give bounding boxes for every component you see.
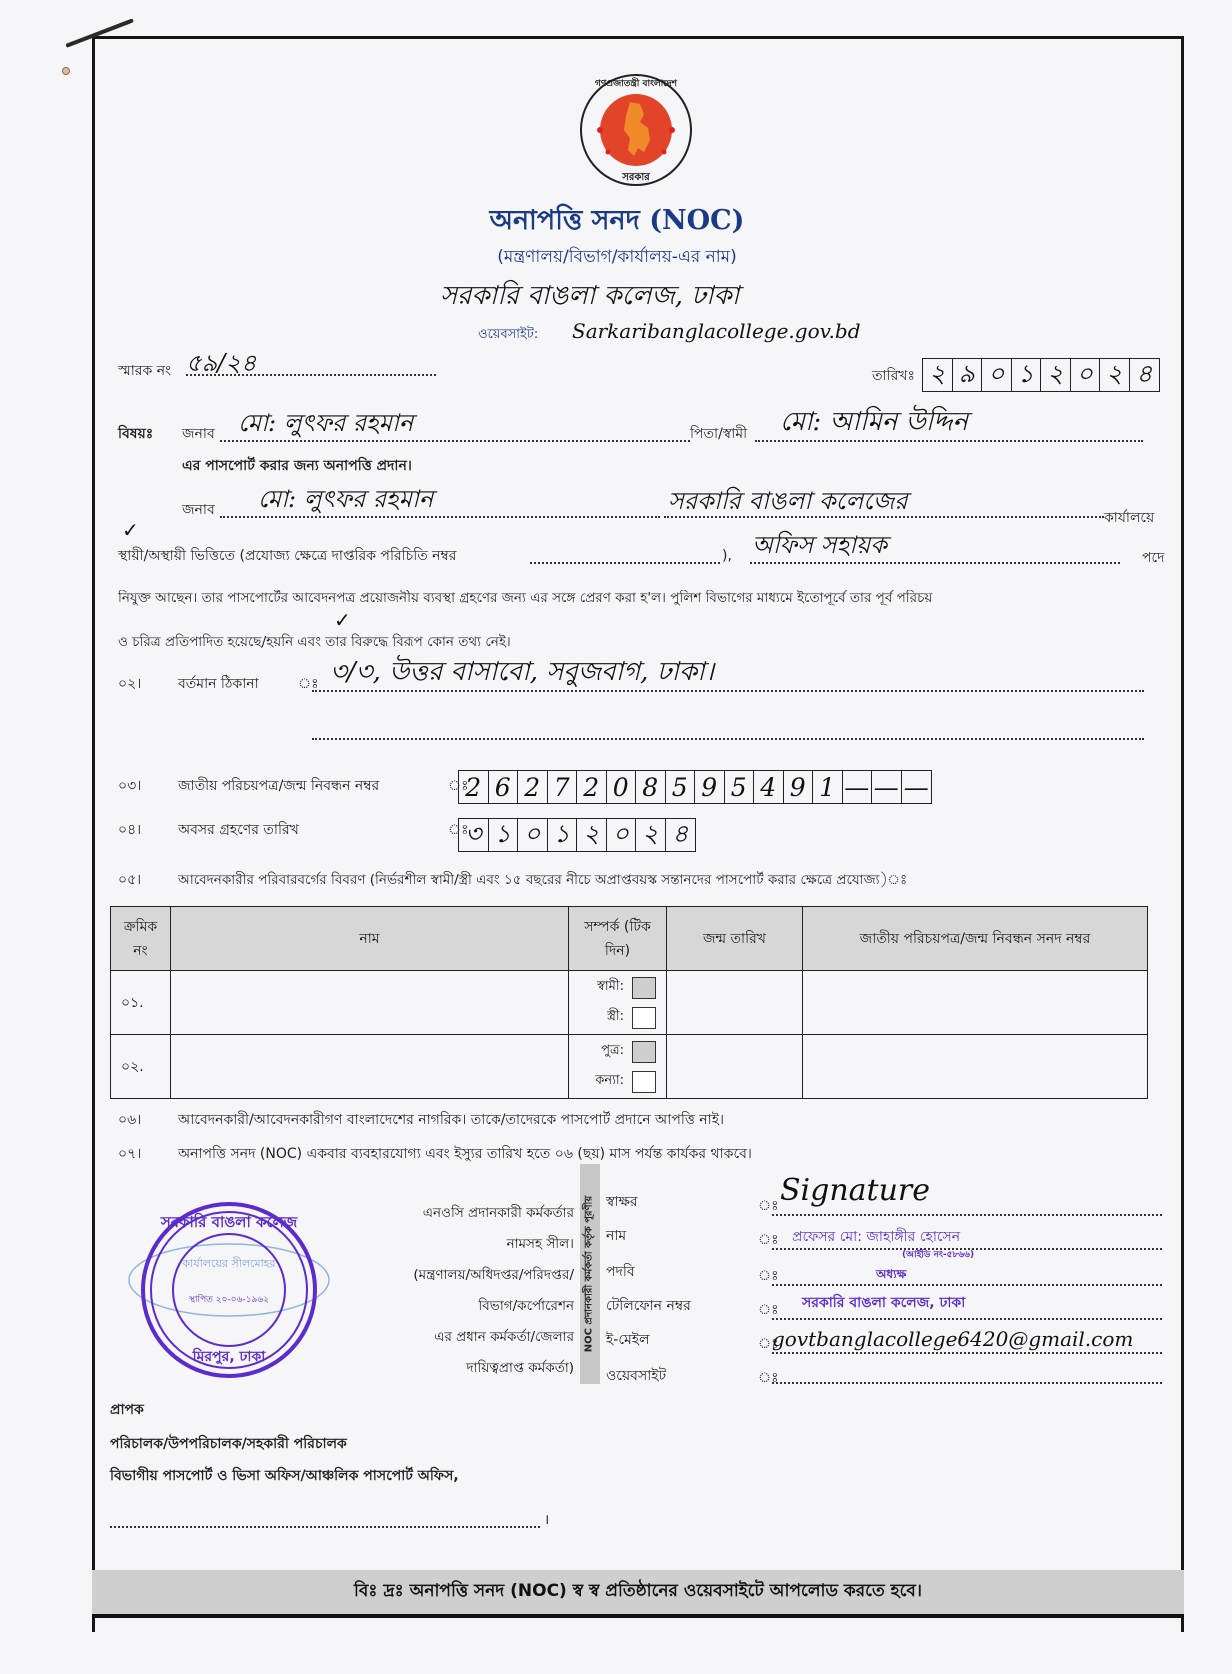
item-03-num: ০৩। — [118, 778, 142, 794]
designation-suffix: পদে — [1142, 550, 1165, 566]
website-value: Sarkaribanglacollege.gov.bd — [572, 319, 861, 343]
col-nid: জাতীয় পরিচয়পত্র/জন্ম নিবন্ধন সনদ নম্বর — [803, 907, 1148, 971]
date-digit-box: ২ — [923, 359, 953, 391]
item-04-colon: ঃ — [448, 822, 469, 838]
item-03-colon: ঃ — [448, 778, 469, 794]
basis-text: স্থায়ী/অস্থায়ী ভিত্তিতে (প্রযোজ্য ক্ষেত্রে দাপ্তরিক পরিচিতি নম্বর — [118, 548, 457, 564]
row-nid[interactable] — [803, 1035, 1148, 1099]
relation-checkbox[interactable] — [632, 1041, 656, 1063]
field-label-signature: স্বাক্ষর — [606, 1194, 638, 1210]
seal-ring-text: সরকারি বাঙলা কলেজ — [160, 1213, 298, 1231]
recipient-label: প্রাপক — [110, 1402, 144, 1418]
row-serial: ০১. — [111, 971, 171, 1035]
retirement-digit-box: ৩ — [459, 819, 489, 851]
emblem-top-text: গণপ্রজাতন্ত্রী বাংলাদেশ — [595, 79, 677, 89]
check-mark-1: ✓ — [122, 518, 139, 542]
government-emblem — [578, 72, 694, 188]
emblem-bottom-text: সরকার — [622, 172, 650, 183]
address-value: ৩/৩, উত্তর বাসাবো, সবুজবাগ, ঢাকা। — [330, 657, 714, 687]
nid-digit-box: — — [872, 771, 902, 803]
body-name: মো: লুৎফর রহমান — [258, 485, 434, 513]
retirement-digit-box: ৪ — [672, 818, 689, 848]
relation-label: স্বামী: — [597, 979, 624, 994]
office-name: সরকারি বাঙলা কলেজ, ঢাকা — [440, 281, 740, 311]
officer-left-line: বিভাগ/কর্পোরেশন — [478, 1298, 574, 1314]
col-name: নাম — [171, 907, 569, 971]
retirement-digit-box: ১ — [489, 819, 519, 851]
college-seal — [124, 1200, 334, 1380]
retirement-digit-box: ০ — [607, 819, 637, 851]
item-04-label: অবসর গ্রহণের তারিখ — [178, 822, 299, 838]
date-digit-box: ২ — [1041, 359, 1071, 391]
subject-line2: এর পাসপোর্ট করার জন্য অনাপত্তি প্রদান। — [182, 458, 412, 474]
date-label: তারিখঃ — [872, 368, 915, 384]
field-colon: ঃ — [758, 1336, 779, 1352]
date-box-row — [922, 358, 1160, 392]
nid-digit-box: 0 — [607, 771, 637, 803]
item-07-label: অনাপত্তি সনদ (NOC) একবার ব্যবহারযোগ্য এবং ইস্যুর তারিখ হতে ০৬ (ছয়) মাস পর্যন্ত কার্যকর থাকবে। — [178, 1146, 752, 1162]
body-para2: ও চরিত্র প্রতিপাদিত হয়েছে/হয়নি এবং তার বিরুদ্ধে বিরূপ কোন তথ্য নেই। — [118, 634, 511, 650]
address-dots-1 — [312, 690, 1144, 692]
family-table — [110, 906, 1148, 1099]
relation-label: কন্যা: — [595, 1073, 624, 1088]
page-subtitle: (মন্ত্রণালয়/বিভাগ/কার্যালয়-এর নাম) — [497, 247, 737, 267]
field-colon: ঃ — [758, 1268, 779, 1284]
row-relation — [569, 1035, 667, 1099]
officer-left-line: এনওসি প্রদানকারী কর্মকর্তার — [422, 1205, 574, 1221]
signature-dots — [772, 1214, 1162, 1216]
officer-left-line: এর প্রধান কর্মকর্তা/জেলার — [434, 1329, 574, 1345]
item-02-label: বর্তমান ঠিকানা — [178, 676, 259, 692]
body-para1: নিযুক্ত আছেন। তার পাসপোর্টের আবেদনপত্র প্রয়োজনীয় ব্যবস্থা গ্রহণের জন্য এর সঙ্গে প্রেরণ করা হ'ল। পুলিশ বিভাগের মাধ্যমে ইতোপূর্বে তার পূর্ব পরিচয় — [118, 590, 933, 606]
item-06-label: আবেদনকারী/আবেদনকারীগণ বাংলাদেশের নাগরিক। তাকে/তাদেরকে পাসপোর্ট প্রদানে আপত্তি নাই। — [178, 1112, 725, 1128]
date-digit-box: ১ — [1012, 359, 1042, 391]
emblem-star-icon — [662, 150, 667, 155]
field-label-email: ই-মেইল — [606, 1332, 650, 1348]
relation-label: পুত্র: — [601, 1043, 624, 1058]
nid-digit-box: 4 — [754, 771, 784, 803]
website-dots — [772, 1382, 1162, 1384]
row-relation — [569, 971, 667, 1035]
body-name-dots — [220, 516, 660, 518]
nid-digit-box: 6 — [489, 771, 519, 803]
officer-college: সরকারি বাঙলা কলেজ, ঢাকা — [802, 1295, 966, 1311]
body-office: সরকারি বাঙলা কলেজের — [668, 487, 908, 515]
basis-dots — [530, 562, 720, 564]
nid-digit-box: 5 — [666, 771, 696, 803]
relation-checkbox[interactable] — [632, 1007, 656, 1029]
recipient-dots — [110, 1526, 540, 1528]
date-digit-box: ০ — [982, 359, 1012, 391]
date-digit-box: ২ — [1100, 359, 1130, 391]
memo-label: স্মারক নং — [118, 363, 172, 379]
nid-digit-box: — — [843, 771, 873, 803]
item-07-num: ০৭। — [118, 1146, 142, 1162]
field-label-phone: টেলিফোন নম্বর — [606, 1298, 691, 1314]
nid-digit-box: 1 — [813, 771, 843, 803]
father-label: পিতা/স্বামী — [690, 426, 748, 442]
item-03-label: জাতীয় পরিচয়পত্র/জন্ম নিবন্ধন নম্বর — [178, 778, 380, 794]
seal-date-text: স্থাপিত ২০-০৬-১৯৬২ — [188, 1295, 270, 1305]
body-mr-label: জনাব — [182, 502, 215, 518]
office-suffix: কার্যালয়ে — [1104, 510, 1155, 526]
item-06-num: ০৬। — [118, 1112, 142, 1128]
subject-name: মো: লুৎফর রহমান — [238, 409, 414, 437]
col-serial: ক্রমিক নং — [111, 907, 171, 971]
col-dob: জন্ম তারিখ — [667, 907, 803, 971]
field-colon: ঃ — [758, 1302, 779, 1318]
nid-digit-box: 2 — [459, 771, 489, 803]
officer-designation: অধ্যক্ষ — [876, 1267, 907, 1281]
subject-label: বিষয়ঃ — [118, 426, 154, 442]
row-dob[interactable] — [667, 1035, 803, 1099]
row-name[interactable] — [171, 1035, 569, 1099]
field-label-designation: পদবি — [606, 1264, 635, 1280]
father-dots — [755, 440, 1143, 442]
date-digit-box: ০ — [1071, 359, 1101, 391]
memo-value: ৫৯/২৪ — [186, 349, 257, 377]
pin-head — [62, 67, 70, 75]
body-office-dots — [664, 516, 1104, 518]
retirement-digit-box: ১ — [548, 819, 578, 851]
footer-note: বিঃ দ্রঃ অনাপত্তি সনদ (NOC) স্ব স্ব প্রতিষ্ঠানের ওয়েবসাইটে আপলোড করতে হবে। — [354, 1581, 922, 1601]
date-digit-box: ৪ — [1136, 358, 1153, 388]
emblem-star-icon — [606, 150, 611, 155]
nid-box-row — [458, 770, 932, 804]
seal-inner-text: কার্যালয়ের সীলমোহর — [182, 1257, 276, 1270]
date-digit-box: ৯ — [953, 359, 983, 391]
field-colon: ঃ — [758, 1232, 779, 1248]
officer-id-note: (আইডি নং-৫৮৬৬) — [902, 1250, 975, 1260]
table-row — [111, 1035, 1148, 1099]
item-02-num: ০২। — [118, 676, 142, 692]
recipient-line3-end: । — [544, 1512, 550, 1528]
subject-name-dots — [220, 440, 690, 442]
retirement-digit-box: ০ — [518, 819, 548, 851]
nid-digit-box: 9 — [784, 771, 814, 803]
nid-digit-box: 8 — [636, 771, 666, 803]
footer-note-bar — [92, 1570, 1184, 1618]
item-02-colon: ঃ — [298, 676, 319, 692]
row-dob[interactable] — [667, 971, 803, 1035]
recipient-line2: বিভাগীয় পাসপোর্ট ও ভিসা অফিস/আঞ্চলিক পাসপোর্ট অফিস, — [110, 1468, 459, 1484]
seal-bottom-text: মিরপুর, ঢাকা — [192, 1349, 266, 1365]
noc-strip-text: NOC প্রদানকারী কর্মকর্তা কর্তৃক পূরণীয় — [583, 1195, 595, 1353]
item-05-num: ০৫। — [118, 872, 142, 888]
officer-left-line: (মন্ত্রণালয়/অধিদপ্তর/পরিদপ্তর/ — [413, 1267, 574, 1283]
address-dots-2 — [312, 738, 1144, 740]
table-row — [111, 971, 1148, 1035]
retirement-digit-box: ২ — [636, 819, 666, 851]
field-label-website: ওয়েবসাইট — [606, 1368, 667, 1384]
row-name[interactable] — [171, 971, 569, 1035]
relation-checkbox[interactable] — [632, 977, 656, 999]
row-serial: ০২. — [111, 1035, 171, 1099]
designation-field-dots — [772, 1284, 1162, 1286]
relation-label: স্ত্রী: — [606, 1009, 624, 1024]
page-title: অনাপত্তি সনদ (NOC) — [489, 205, 745, 236]
nid-digit-box: 9 — [695, 771, 725, 803]
nid-digit-box: — — [903, 772, 929, 802]
field-colon: ঃ — [758, 1370, 779, 1386]
signature: Signature — [780, 1173, 931, 1208]
retirement-date-box-row — [458, 818, 696, 852]
nid-digit-box: 2 — [577, 771, 607, 803]
subject-mr-label: জনাব — [182, 426, 215, 442]
row-nid[interactable] — [803, 971, 1148, 1035]
emblem-star-icon — [597, 127, 603, 133]
basis-close: ), — [722, 548, 732, 564]
officer-name: প্রফেসর মো: জাহাঙ্গীর হোসেন — [792, 1229, 961, 1245]
col-relation: সম্পর্ক (টিক দিন) — [569, 907, 667, 971]
field-colon: ঃ — [758, 1198, 779, 1214]
officer-left-block — [360, 1198, 574, 1384]
website-label: ওয়েবসাইট: — [478, 327, 539, 342]
officer-left-line: দায়িত্বপ্রাপ্ত কর্মকর্তা) — [466, 1360, 574, 1376]
father-name: মো: আমিন উদ্দিন — [780, 407, 968, 437]
item-04-num: ০৪। — [118, 822, 142, 838]
noc-vertical-strip — [580, 1164, 600, 1384]
item-05-label: আবেদনকারীর পরিবারবর্গের বিবরণ (নির্ভরশীল স্বামী/স্ত্রী এবং ১৫ বছরের নীচে অপ্রাপ্তবয়স্ক সন্তানদের পাসপোর্ট করার ক্ষেত্রে প্রযোজ্য)ঃ — [178, 872, 908, 888]
family-table-header — [111, 907, 1148, 971]
retirement-digit-box: ২ — [577, 819, 607, 851]
email-dots — [772, 1352, 1162, 1354]
designation: অফিস সহায়ক — [752, 531, 888, 559]
designation-dots — [750, 562, 1120, 564]
nid-digit-box: 5 — [725, 771, 755, 803]
relation-checkbox[interactable] — [632, 1071, 656, 1093]
emblem-star-icon — [669, 127, 675, 133]
check-mark-2: ✓ — [334, 608, 351, 632]
nid-digit-box: 2 — [518, 771, 548, 803]
officer-left-line: নামসহ সীল। — [506, 1236, 574, 1252]
phone-dots — [772, 1318, 1162, 1320]
nid-digit-box: 7 — [548, 771, 578, 803]
recipient-line1: পরিচালক/উপপরিচালক/সহকারী পরিচালক — [110, 1436, 347, 1452]
field-label-name: নাম — [606, 1228, 627, 1244]
officer-email: govtbanglacollege6420@gmail.com — [772, 1327, 1134, 1351]
